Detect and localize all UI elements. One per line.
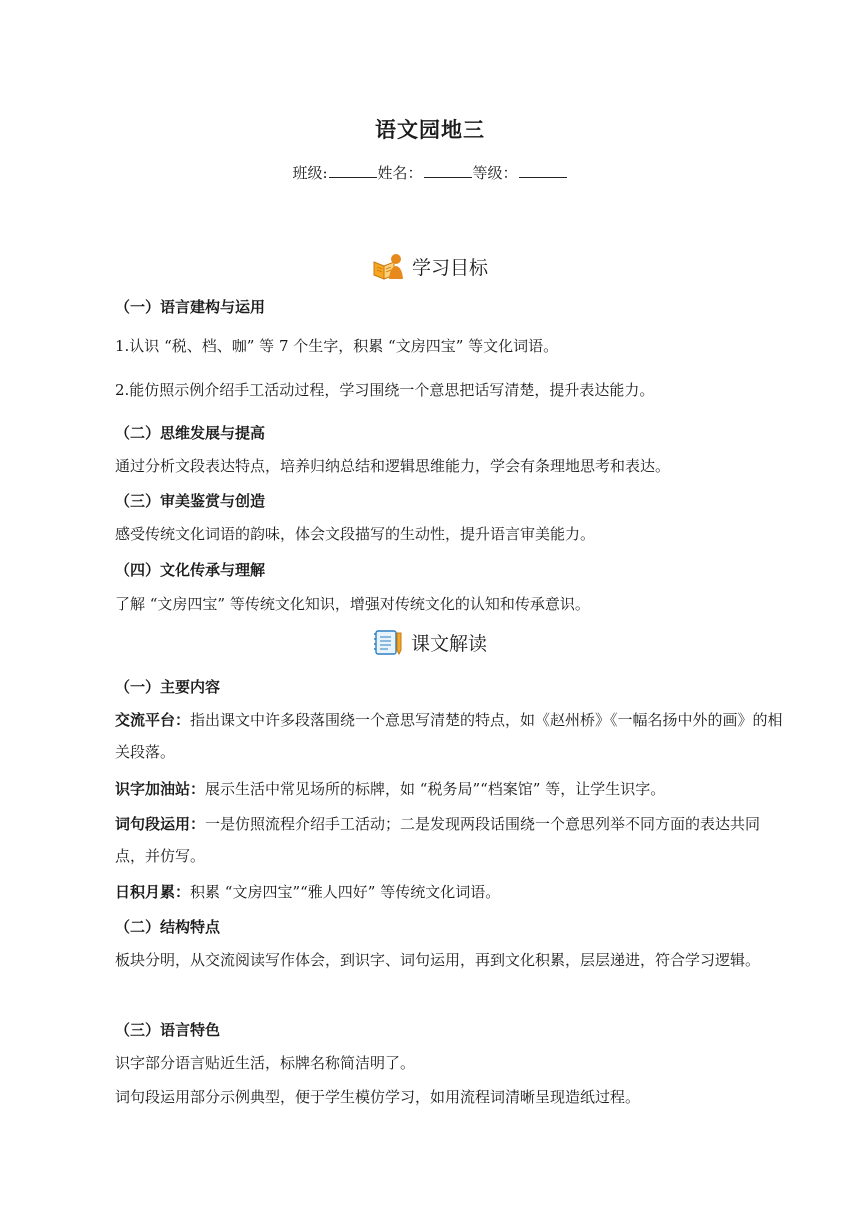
subheading-culture: （四）文化传承与理解 (115, 561, 266, 579)
content-paragraph (115, 773, 783, 805)
name-label: 姓名： (377, 164, 423, 182)
paragraph-text: 一是仿照流程介绍手工活动；二是发现两段话围绕一个意思列举不同方面的表达共同点，并仿写。 (115, 815, 761, 865)
reading-person-icon (372, 252, 404, 280)
document-title: 语文园地三 (375, 117, 485, 142)
grade-label: 等级： (472, 164, 518, 182)
subheading-aesthetics: （三）审美鉴赏与创造 (115, 492, 266, 510)
content-paragraph (115, 876, 783, 908)
student-info-line (0, 162, 860, 183)
goal-paragraph: 2.能仿照示例介绍手工活动过程，学习围绕一个意思把话写清楚，提升表达能力。 (115, 381, 655, 399)
paragraph-text: 积累 “文房四宝”“雅人四好” 等传统文化词语。 (190, 883, 501, 901)
class-label: 班级: (292, 164, 328, 182)
paragraph-label: 交流平台： (115, 711, 191, 729)
subheading-main-content: （一）主要内容 (115, 678, 221, 696)
content-paragraph (115, 808, 783, 872)
paragraph-text: 指出课文中许多段落围绕一个意思写清楚的特点，如《赵州桥》《一幅名扬中外的画》的相关段落。 (115, 711, 783, 761)
subheading-language-style: （三）语言特色 (115, 1021, 221, 1039)
subheading-structure: （二）结构特点 (115, 918, 221, 936)
paragraph-label: 日积月累： (115, 883, 191, 901)
paragraph-label: 识字加油站： (115, 780, 206, 798)
content-paragraph: 板块分明，从交流阅读写作体会，到识字、词句运用，再到文化积累，层层递进，符合学习逻辑。 (115, 951, 761, 969)
section-heading-text: 课文解读 (410, 632, 487, 655)
subheading-thinking: （二）思维发展与提高 (115, 424, 266, 442)
goal-paragraph: 通过分析文段表达特点，培养归纳总结和逻辑思维能力，学会有条理地思考和表达。 (115, 457, 671, 475)
goal-paragraph: 感受传统文化词语的韵味，体会文段描写的生动性，提升语言审美能力。 (115, 525, 596, 543)
content-paragraph: 词句段运用部分示例典型，便于学生模仿学习，如用流程词清晰呈现造纸过程。 (115, 1088, 641, 1106)
content-paragraph: 识字部分语言贴近生活，标牌名称简洁明了。 (115, 1054, 416, 1072)
subheading-language: （一）语言建构与运用 (115, 298, 266, 316)
section-text-interpretation-heading (0, 628, 860, 656)
class-blank[interactable] (329, 163, 377, 178)
notebook-pencil-icon (373, 628, 403, 656)
section-heading-text: 学习目标 (411, 256, 488, 279)
goal-paragraph: 1.认识 “税、档、咖” 等 7 个生字，积累 “文房四宝” 等文化词语。 (115, 337, 559, 355)
paragraph-text: 展示生活中常见场所的标牌，如 “税务局”“档案馆” 等，让学生识字。 (205, 780, 666, 798)
name-blank[interactable] (424, 163, 472, 178)
goal-paragraph: 了解 “文房四宝” 等传统文化知识，增强对传统文化的认知和传承意识。 (115, 595, 590, 613)
grade-blank[interactable] (519, 163, 567, 178)
paragraph-label: 词句段运用： (115, 815, 206, 833)
section-learning-goals-heading (0, 252, 860, 280)
content-paragraph (115, 704, 783, 768)
